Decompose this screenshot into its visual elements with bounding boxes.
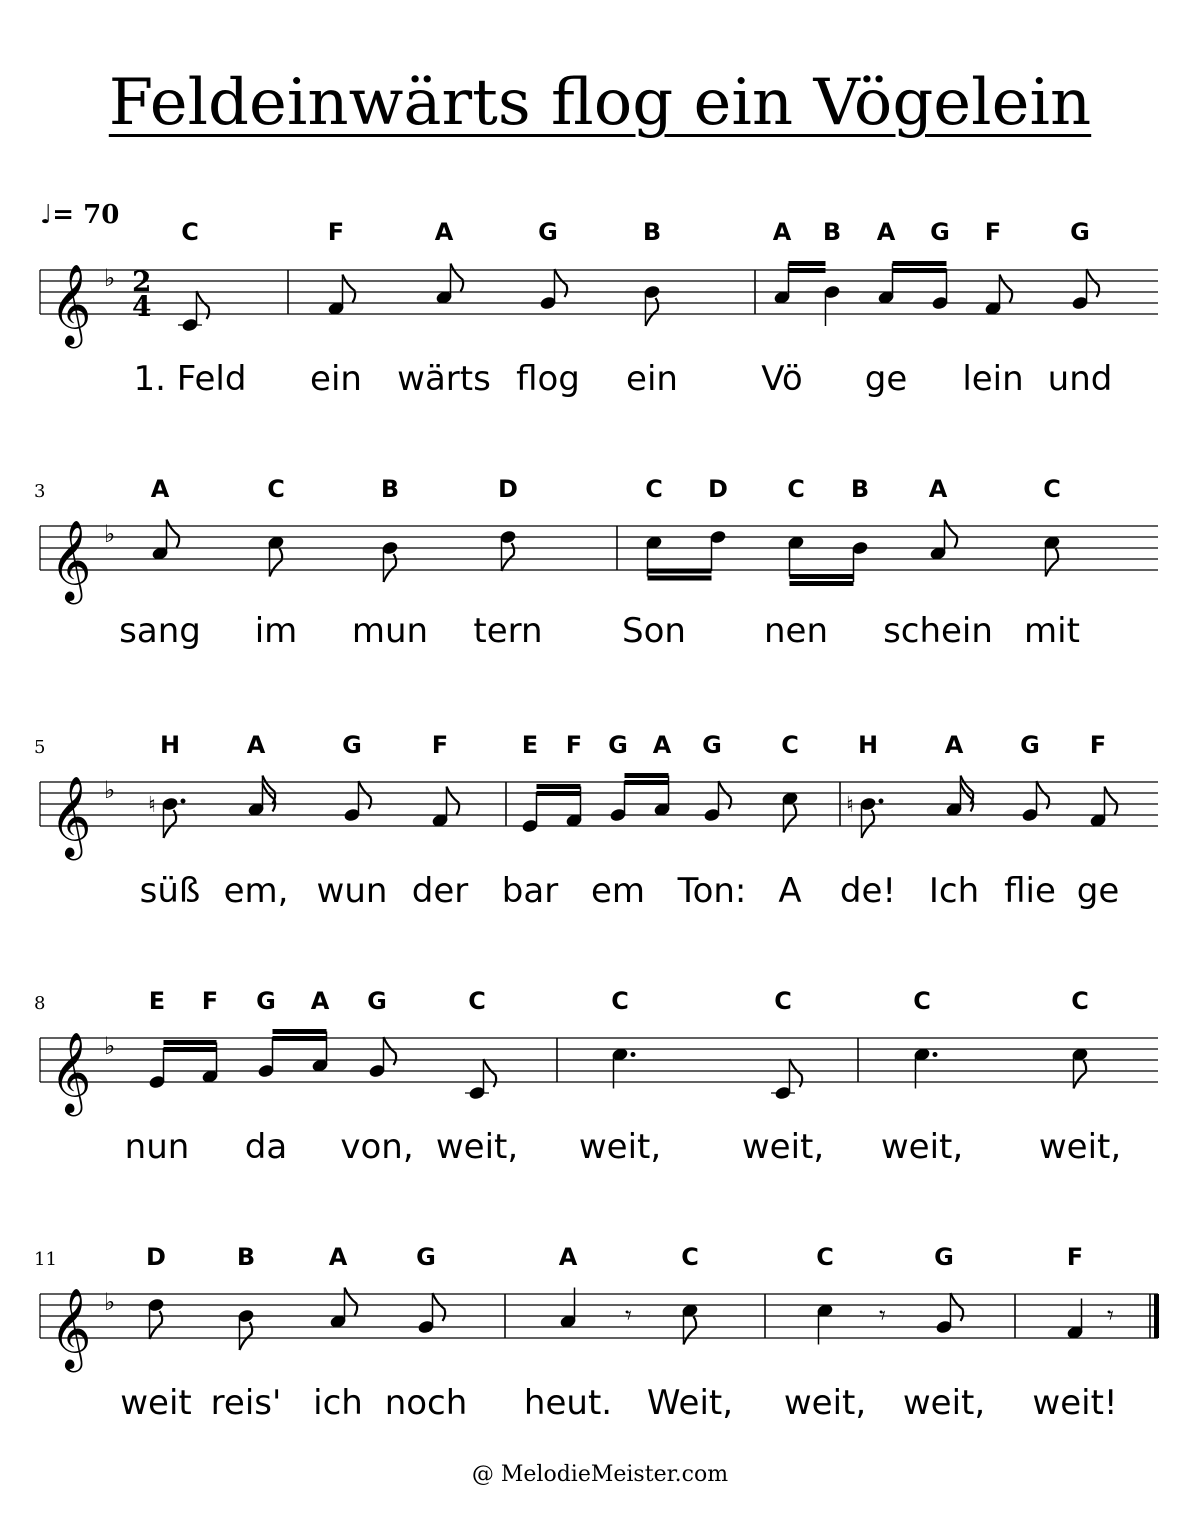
chord-symbol: A <box>558 1243 578 1271</box>
copyright-footer: @ MelodieMeister.com <box>471 1462 729 1487</box>
tempo-value: = 70 <box>52 200 120 230</box>
treble-clef-icon: 𝄞 <box>50 519 92 601</box>
chord-symbol: C <box>774 987 792 1015</box>
chord-symbol: E <box>521 731 539 759</box>
lyric-syllable: noch <box>384 1383 468 1423</box>
time-signature-bottom: 4 <box>132 290 152 323</box>
lyric-syllable: Ton: <box>677 871 747 911</box>
chord-symbol: D <box>146 1243 166 1271</box>
chord-symbol: B <box>380 475 400 503</box>
lyric-syllable: von, <box>340 1127 414 1167</box>
staff-system-3 <box>34 731 1158 911</box>
note-flag <box>784 805 797 833</box>
note-flag <box>384 1037 397 1065</box>
chord-symbol: A <box>772 218 792 246</box>
staff-system-1 <box>40 218 1158 399</box>
flat-key-signature-icon: ♭ <box>104 1032 116 1060</box>
chord-symbol: A <box>652 731 672 759</box>
quarter-note-icon: ♩ <box>40 200 53 230</box>
chord-symbol: F <box>1089 731 1107 759</box>
chord-symbol: G <box>608 731 628 759</box>
chord-symbol: D <box>498 475 518 503</box>
note-flag <box>345 1288 358 1316</box>
lyric-syllable: sang <box>119 611 201 651</box>
note-flag <box>270 549 283 577</box>
lyric-syllable: weit, <box>880 1127 964 1167</box>
note-flag <box>684 1317 697 1345</box>
chord-symbol: G <box>1070 218 1090 246</box>
note-flag <box>150 1311 163 1339</box>
lyric-syllable: 1. Feld <box>133 359 247 399</box>
chord-symbol: C <box>267 475 285 503</box>
note-flag <box>167 520 180 548</box>
staff-system-5 <box>34 1243 1159 1423</box>
note-flag <box>1046 549 1059 577</box>
chord-symbol: C <box>681 1243 699 1271</box>
chord-symbol: F <box>565 731 583 759</box>
lyric-syllable: weit, <box>902 1383 986 1423</box>
lyric-syllable: Weit, <box>646 1383 734 1423</box>
lyric-syllable: weit, <box>435 1127 519 1167</box>
chord-symbol: G <box>934 1243 954 1271</box>
note-flag <box>1087 269 1100 297</box>
chord-symbol: C <box>181 218 199 246</box>
chord-symbol: F <box>201 987 219 1015</box>
chord-symbol: B <box>850 475 870 503</box>
measure-number: 8 <box>34 993 46 1014</box>
chord-symbol: G <box>538 218 558 246</box>
treble-clef-icon: 𝄞 <box>50 263 92 345</box>
dot <box>879 799 884 804</box>
lyric-syllable: weit, <box>578 1127 662 1167</box>
note-flag <box>451 264 464 292</box>
chord-symbol: F <box>1066 1243 1084 1271</box>
chord-symbol: G <box>367 987 387 1015</box>
final-bar-thick <box>1154 1294 1159 1338</box>
lyric-syllable: weit <box>120 1383 192 1423</box>
lyric-syllable: der <box>411 871 469 911</box>
chord-symbol: C <box>787 475 805 503</box>
note-flag <box>447 787 460 815</box>
measure-number: 3 <box>34 481 46 502</box>
lyric-syllable: und <box>1047 359 1113 399</box>
chord-symbol: G <box>702 731 722 759</box>
chord-symbol: A <box>150 475 170 503</box>
lyric-syllable: tern <box>473 611 543 651</box>
staff-system-4 <box>34 987 1158 1167</box>
flat-key-signature-icon: ♭ <box>104 264 116 292</box>
chord-symbol: C <box>913 987 931 1015</box>
chord-symbol: F <box>984 218 1002 246</box>
chord-symbol: C <box>781 731 799 759</box>
treble-clef-icon: 𝄞 <box>50 1031 92 1113</box>
chord-symbol: C <box>816 1243 834 1271</box>
chord-symbol: B <box>236 1243 256 1271</box>
treble-clef-icon: 𝄞 <box>50 775 92 857</box>
chord-symbol: D <box>708 475 728 503</box>
note-flag <box>197 291 210 319</box>
lyric-syllable: Son <box>622 611 686 651</box>
note-flag <box>240 1322 253 1350</box>
measure-number: 5 <box>34 737 46 758</box>
lyric-syllable: em, <box>223 871 289 911</box>
chord-symbol: H <box>857 731 879 759</box>
chord-symbol: C <box>611 987 629 1015</box>
lyric-syllable: em <box>590 871 646 911</box>
treble-clef-icon: 𝄞 <box>50 1287 92 1369</box>
chord-symbol: A <box>876 218 896 246</box>
chord-symbol: E <box>148 987 166 1015</box>
note-flag <box>433 1293 446 1321</box>
chord-symbol: F <box>431 731 449 759</box>
lyric-syllable: ge <box>1076 871 1120 911</box>
lyric-syllable: wun <box>316 871 388 911</box>
lyric-syllable: weit, <box>1038 1127 1122 1167</box>
lyric-syllable: nen <box>763 611 829 651</box>
note-flag <box>790 1059 803 1087</box>
flat-key-signature-icon: ♭ <box>104 776 116 804</box>
note-flag <box>1105 787 1118 815</box>
chord-symbol: G <box>930 218 950 246</box>
lyric-syllable: schein <box>883 611 993 651</box>
dot <box>631 1052 636 1057</box>
note-flag <box>343 275 356 303</box>
chord-symbol: A <box>944 731 964 759</box>
note-flag <box>945 520 958 548</box>
note-flag <box>1037 781 1050 809</box>
chord-symbol: C <box>1043 475 1061 503</box>
chord-symbol: A <box>246 731 266 759</box>
page-title-text: Feldeinwärts flog ein Vögelein <box>108 66 1092 140</box>
note-flag <box>862 810 875 838</box>
lyric-syllable: nun <box>124 1127 190 1167</box>
note-flag <box>164 810 177 838</box>
lyric-syllable: flog <box>516 359 580 399</box>
chord-symbol: B <box>642 218 662 246</box>
lyric-syllable: süß <box>139 871 201 911</box>
natural-sign-icon: ♮ <box>846 793 854 818</box>
lyric-syllable: weit, <box>783 1383 867 1423</box>
lyric-syllable: da <box>244 1127 288 1167</box>
lyric-syllable: Ich <box>928 871 980 911</box>
lyric-syllable: heut. <box>523 1383 613 1423</box>
chord-symbol: G <box>342 731 362 759</box>
lyric-syllable: A <box>778 871 802 911</box>
note-flag <box>646 298 659 326</box>
note-flag <box>1000 275 1013 303</box>
natural-sign-icon: ♮ <box>148 793 156 818</box>
lyric-syllable: ein <box>310 359 362 399</box>
chord-symbol: H <box>159 731 181 759</box>
lyric-syllable: im <box>254 611 298 651</box>
note-flag <box>1074 1061 1087 1089</box>
lyric-syllable: weit, <box>741 1127 825 1167</box>
flat-key-signature-icon: ♭ <box>104 1288 116 1316</box>
chord-symbol: G <box>1020 731 1040 759</box>
lyric-syllable: ein <box>626 359 678 399</box>
chord-symbol: A <box>328 1243 348 1271</box>
lyric-syllable: lein <box>962 359 1024 399</box>
dot <box>933 1052 938 1057</box>
note-flag <box>502 543 515 571</box>
note-flag <box>555 269 568 297</box>
eighth-rest-icon: 𝄾 <box>1107 1301 1114 1331</box>
measure-number: 11 <box>34 1249 57 1270</box>
note-flag <box>359 781 372 809</box>
staff-system-2 <box>34 475 1158 651</box>
chord-symbol: B <box>822 218 842 246</box>
lyric-syllable: wärts <box>397 359 491 399</box>
note-flag <box>719 781 732 809</box>
chord-symbol: G <box>416 1243 436 1271</box>
note-flag <box>384 554 397 582</box>
time-signature-top: 2 <box>132 265 152 298</box>
lyric-syllable: ich <box>313 1383 363 1423</box>
chord-symbol: G <box>256 987 276 1015</box>
lyric-syllable: reis' <box>210 1383 282 1423</box>
lyric-syllable: Vö <box>761 359 803 399</box>
note-flag <box>951 1293 964 1321</box>
note-flag <box>484 1059 497 1087</box>
chord-symbol: A <box>928 475 948 503</box>
lyric-syllable: weit! <box>1032 1383 1118 1423</box>
flat-key-signature-icon: ♭ <box>104 520 116 548</box>
lyric-syllable: ge <box>864 359 908 399</box>
lyric-syllable: de! <box>839 871 897 911</box>
chord-symbol: A <box>434 218 454 246</box>
chord-symbol: F <box>327 218 345 246</box>
lyric-syllable: bar <box>501 871 559 911</box>
chord-symbol: A <box>310 987 330 1015</box>
eighth-rest-icon: 𝄾 <box>879 1301 886 1331</box>
lyric-syllable: mit <box>1024 611 1080 651</box>
dot <box>181 799 186 804</box>
eighth-rest-icon: 𝄾 <box>625 1301 632 1331</box>
chord-symbol: C <box>645 475 663 503</box>
chord-symbol: C <box>468 987 486 1015</box>
lyric-syllable: flie <box>1004 871 1056 911</box>
chord-symbol: C <box>1071 987 1089 1015</box>
lyric-syllable: mun <box>351 611 429 651</box>
